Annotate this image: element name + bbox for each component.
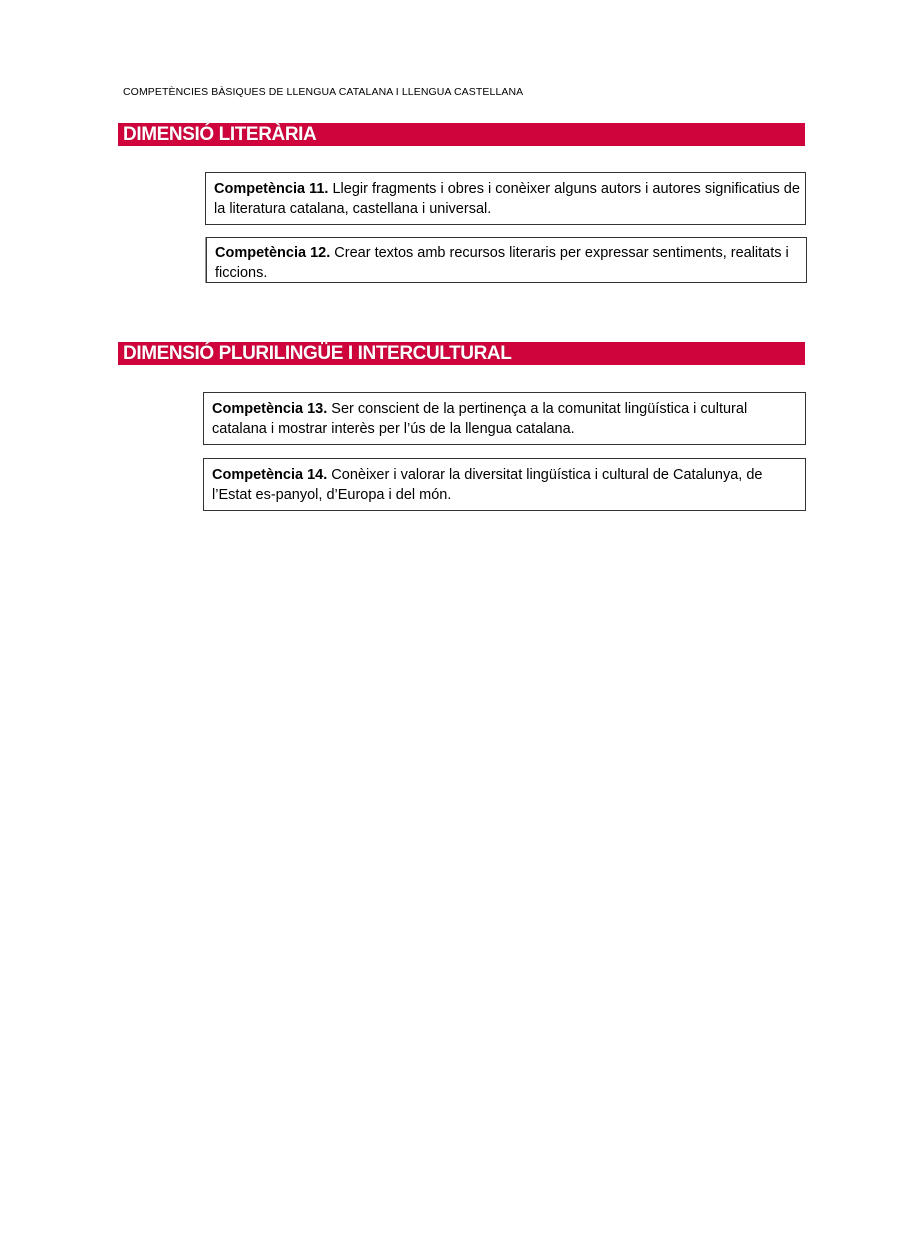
competency-text: Crear textos amb recursos literaris per expressar sentiments, realitats i ficcions. [215,245,789,281]
competency-box-12 [206,237,807,283]
competency-text: Ser conscient de la pertinença a la comunitat lingüística i cultural catalana i mostrar interès per l’ús de la llengua catalana. [212,401,748,437]
competency-label: Competència 11. [214,181,329,197]
competency-text: Conèixer i valorar la diversitat lingüística i cultural de Catalunya, de l’Estat es-panyol, d’Europa i del món. [212,467,763,503]
competency-box-14 [203,458,806,511]
section-heading-literaria [118,123,805,146]
competency-label: Competència 13. [212,401,328,417]
section-title: DIMENSIÓ PLURILINGÜE I INTERCULTURAL [123,343,512,364]
competency-box-11 [205,172,806,225]
competency-box-13 [203,392,806,445]
running-header: COMPETÈNCIES BÀSIQUES DE LLENGUA CATALANA I LLENGUA CASTELLANA [123,86,524,98]
competency-label: Competència 14. [212,467,328,483]
competency-label: Competència 12. [215,245,331,261]
competency-text: Llegir fragments i obres i conèixer alguns autors i autores significatius de la literatura catalana, castellana i universal. [214,181,800,217]
section-title: DIMENSIÓ LITERÀRIA [123,124,317,145]
section-heading-plurilingue [118,342,805,365]
